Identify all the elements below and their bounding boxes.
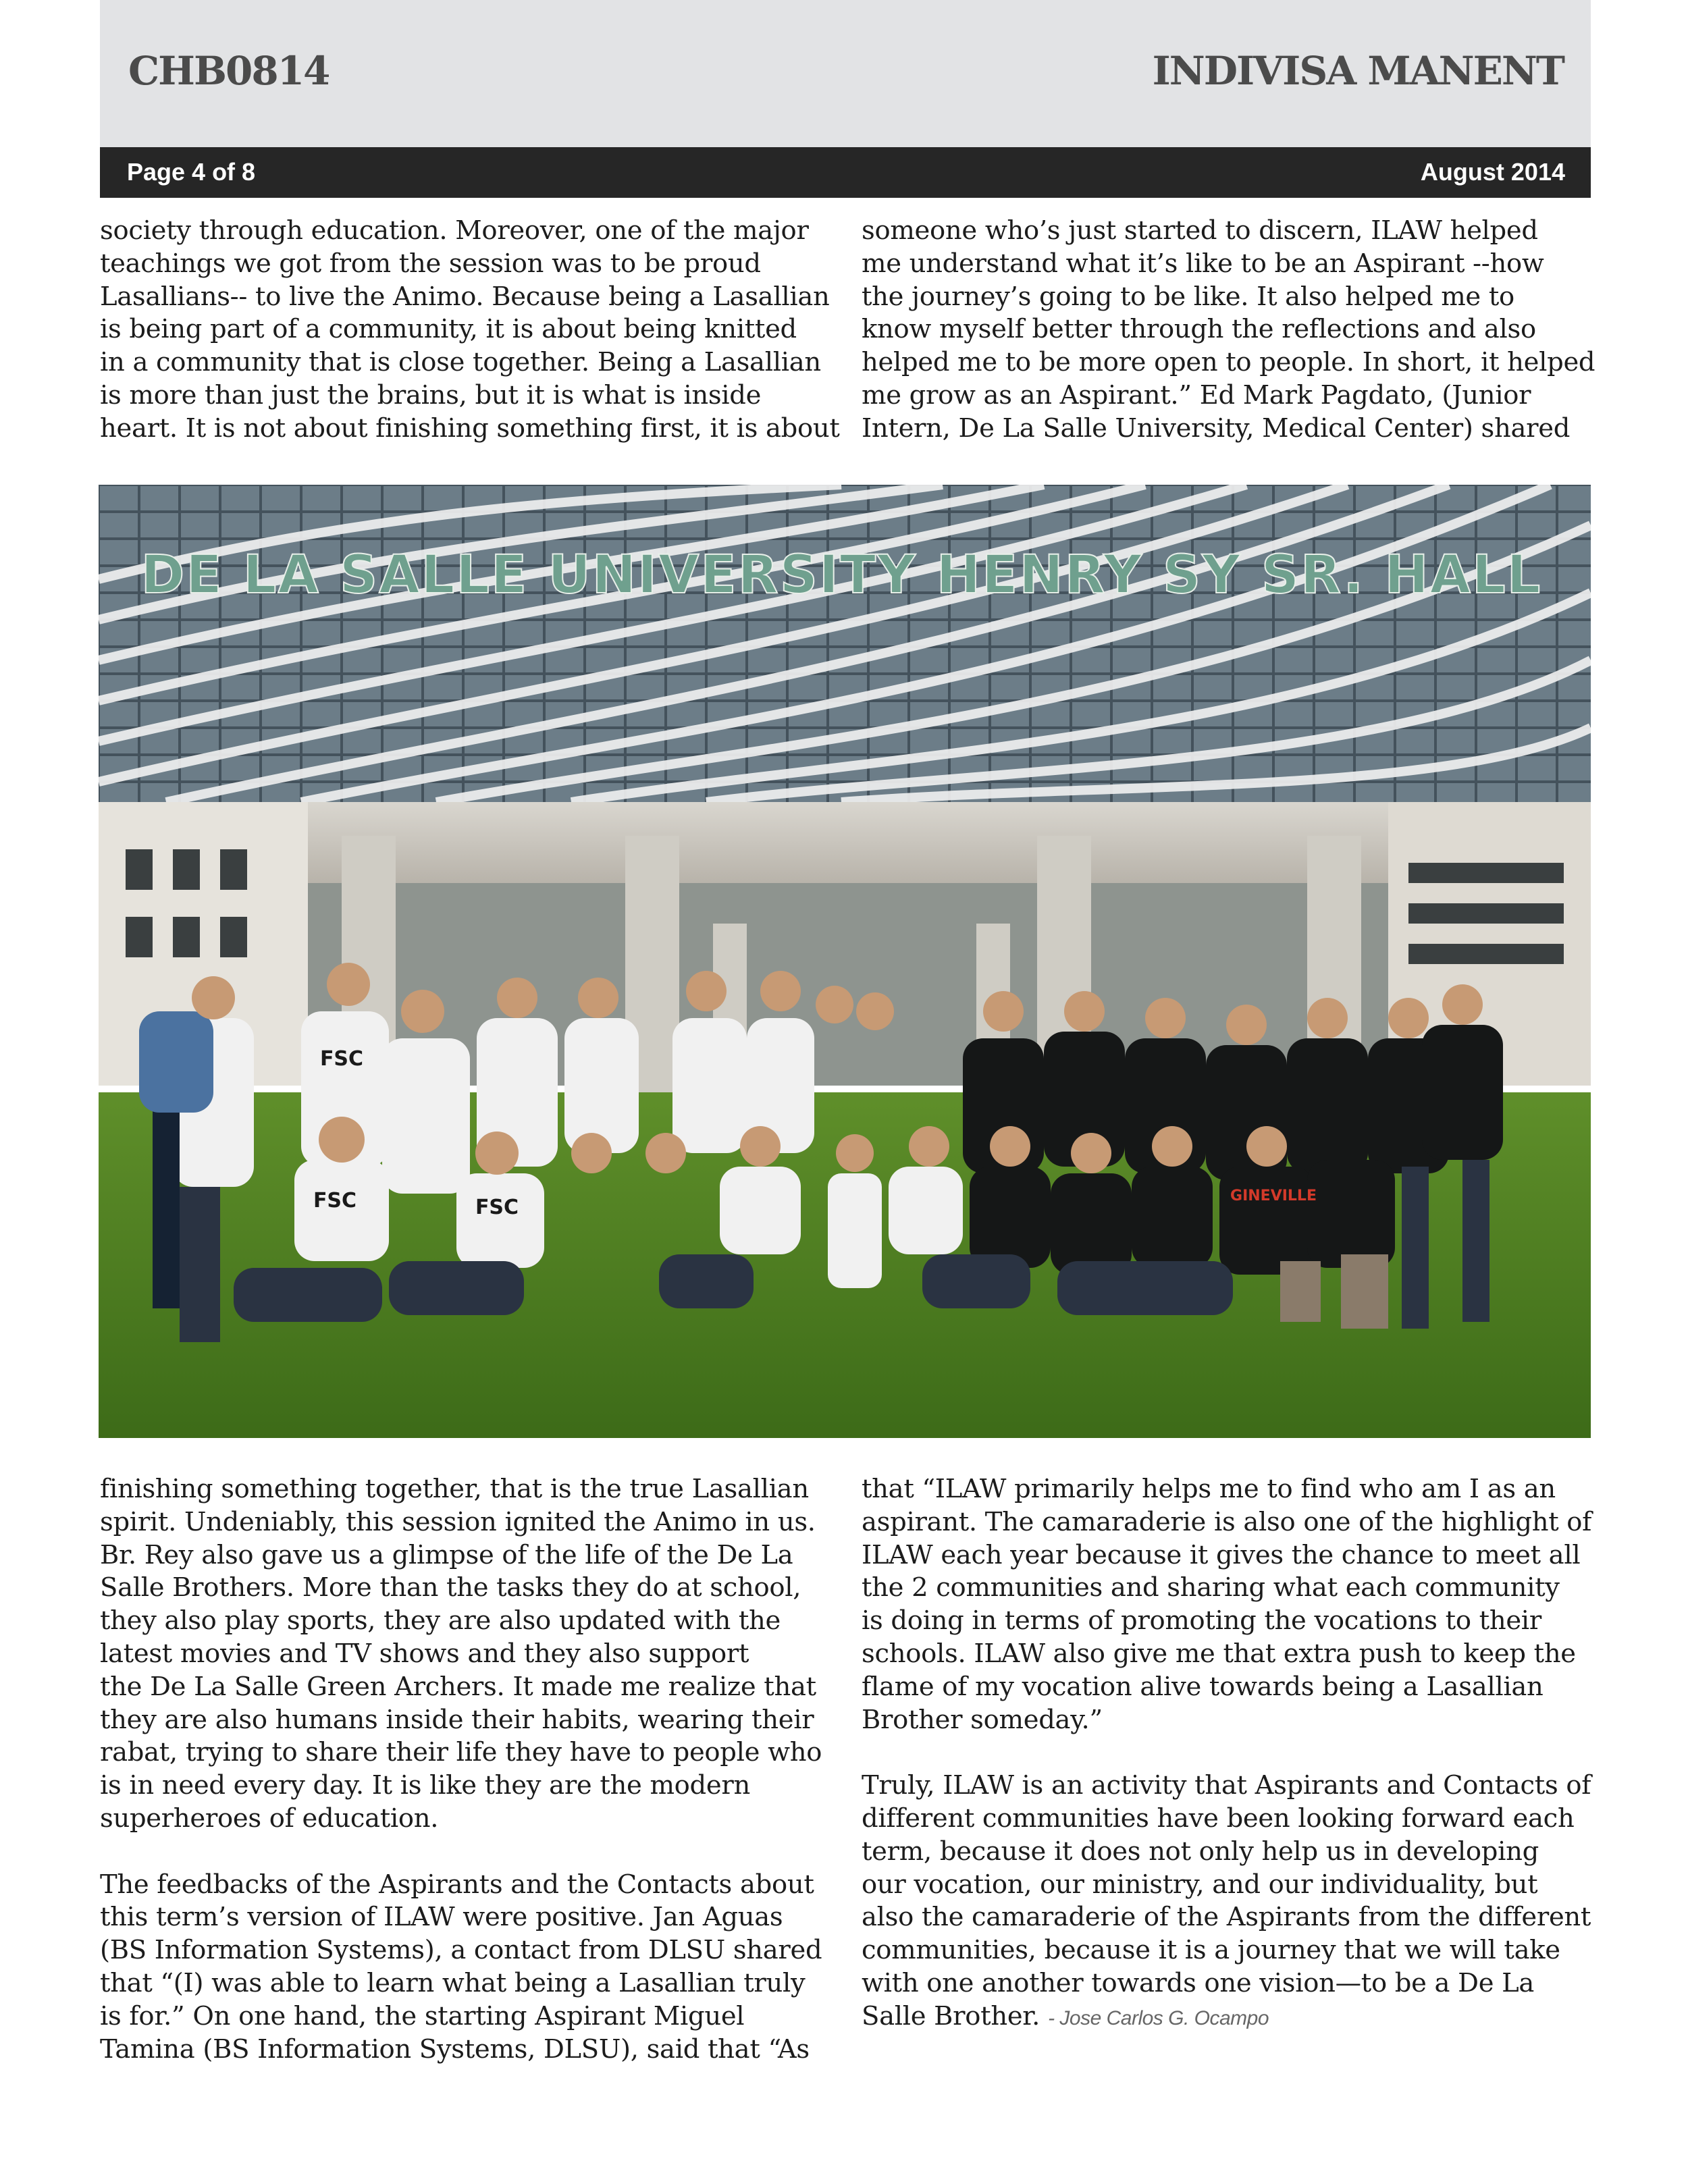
header-bar bbox=[100, 0, 1591, 147]
text-line: the 2 communities and sharing what each community bbox=[862, 1572, 1560, 1603]
text-line: this term’s version of ILAW were positive. Jan Aguas bbox=[100, 1902, 783, 1933]
text-line: they also play sports, they are also updated with the bbox=[100, 1605, 781, 1636]
closing-line bbox=[862, 2000, 1584, 2033]
text-line: different communities have been looking forward each bbox=[862, 1803, 1575, 1834]
text-line: is doing in terms of promoting the vocations to their bbox=[862, 1605, 1541, 1636]
text-line: Intern, De La Salle University, Medical Center) shared bbox=[862, 412, 1571, 444]
text-line: society through education. Moreover, one of the major bbox=[100, 215, 809, 246]
text-line: is being part of a community, it is about being knitted bbox=[100, 314, 797, 345]
text-line: know myself better through the reflections and also bbox=[862, 314, 1536, 345]
shirt-print: FSC bbox=[313, 1189, 357, 1213]
text-line: (BS Information Systems), a contact from DLSU shared bbox=[100, 1935, 822, 1966]
text-line: Lasallians-- to live the Animo. Because being a Lasallian bbox=[100, 281, 830, 312]
text-line: The feedbacks of the Aspirants and the Contacts about bbox=[100, 1869, 814, 1900]
text-line: me understand what it’s like to be an Aspirant --how bbox=[862, 248, 1544, 279]
text-line: Truly, ILAW is an activity that Aspirants and Contacts of bbox=[862, 1770, 1591, 1801]
text-line: Tamina (BS Information Systems, DLSU), said that “As bbox=[100, 2033, 810, 2065]
text-line: Brother someday.” bbox=[862, 1704, 1103, 1735]
text-line: in a community that is close together. Being a Lasallian bbox=[100, 347, 821, 378]
canopy-ceiling bbox=[99, 802, 1591, 883]
text-line: flame of my vocation alive towards being a Lasallian bbox=[862, 1671, 1544, 1702]
shirt-print: FSC bbox=[319, 1047, 364, 1071]
column-right-top bbox=[862, 215, 1595, 446]
paragraph-gap bbox=[862, 1736, 1584, 1769]
text-line: communities, because it is a journey that we will take bbox=[862, 1935, 1560, 1966]
text-line: is for.” On one hand, the starting Aspirant Miguel bbox=[100, 2000, 745, 2031]
svg-text:GINEVILLE: GINEVILLE bbox=[1230, 1188, 1317, 1204]
text-line: heart. It is not about finishing something first, it is about bbox=[100, 412, 840, 444]
text-line: latest movies and TV shows and they also support bbox=[100, 1638, 749, 1669]
text-line: someone who’s just started to discern, ILAW helped bbox=[862, 215, 1538, 246]
text-line: they are also humans inside their habits, wearing their bbox=[100, 1704, 814, 1735]
paragraph-gap bbox=[100, 1836, 822, 1869]
text-line: is more than just the brains, but it is what is inside bbox=[100, 379, 762, 410]
closing-text: Salle Brother. bbox=[862, 2000, 1040, 2031]
text-line: helped me to be more open to people. In short, it helped bbox=[862, 347, 1595, 378]
text-line: is in need every day. It is like they are the modern bbox=[100, 1770, 750, 1801]
text-line: also the camaraderie of the Aspirants from the different bbox=[862, 1902, 1591, 1933]
building-sign: DE LA SALLE UNIVERSITY HENRY SY SR. HALL bbox=[140, 545, 1542, 606]
column-left-bottom bbox=[100, 1473, 822, 2066]
text-line: Salle Brothers. More than the tasks they do at school, bbox=[100, 1572, 801, 1603]
text-line: term, because it does not only help us in developing bbox=[862, 1836, 1539, 1867]
text-line: rabat, trying to share their life they have to people who bbox=[100, 1737, 822, 1768]
text-line: our vocation, our ministry, and our individuality, but bbox=[862, 1869, 1538, 1900]
page-number: Page 4 of 8 bbox=[127, 158, 256, 186]
text-line: that “ILAW primarily helps me to find who am I as an bbox=[862, 1474, 1556, 1504]
text-line: spirit. Undeniably, this session ignited the Animo in us. bbox=[100, 1506, 816, 1537]
issue-code: CHB0814 bbox=[128, 48, 329, 94]
page-info-band bbox=[100, 147, 1591, 198]
group-photo bbox=[99, 485, 1591, 1438]
text-line: schools. ILAW also give me that extra push to keep the bbox=[862, 1638, 1576, 1669]
text-line: Br. Rey also gave us a glimpse of the life of the De La bbox=[100, 1539, 793, 1570]
text-line: with one another towards one vision—to be a De La bbox=[862, 1967, 1535, 1998]
column-right-bottom bbox=[862, 1473, 1592, 2033]
text-line: the De La Salle Green Archers. It made me realize that bbox=[100, 1671, 816, 1702]
text-line: me grow as an Aspirant.” Ed Mark Pagdato, (Junior bbox=[862, 379, 1531, 410]
text-line: superheroes of education. bbox=[100, 1803, 439, 1834]
text-line: aspirant. The camaraderie is also one of the highlight of bbox=[862, 1506, 1592, 1537]
motto: INDIVISA MANENT bbox=[1152, 48, 1564, 94]
author-credit: - Jose Carlos G. Ocampo bbox=[1048, 2006, 1269, 2029]
text-line: finishing something together, that is the true Lasallian bbox=[100, 1474, 809, 1504]
text-line: the journey’s going to be like. It also helped me to bbox=[862, 281, 1514, 312]
column-left-top bbox=[100, 215, 840, 446]
text-line: teachings we got from the session was to be proud bbox=[100, 248, 761, 279]
issue-date: August 2014 bbox=[1420, 158, 1565, 186]
text-line: that “(I) was able to learn what being a Lasallian truly bbox=[100, 1967, 806, 1998]
text-line: ILAW each year because it gives the chance to meet all bbox=[862, 1539, 1581, 1570]
shirt-print: FSC bbox=[475, 1196, 519, 1219]
